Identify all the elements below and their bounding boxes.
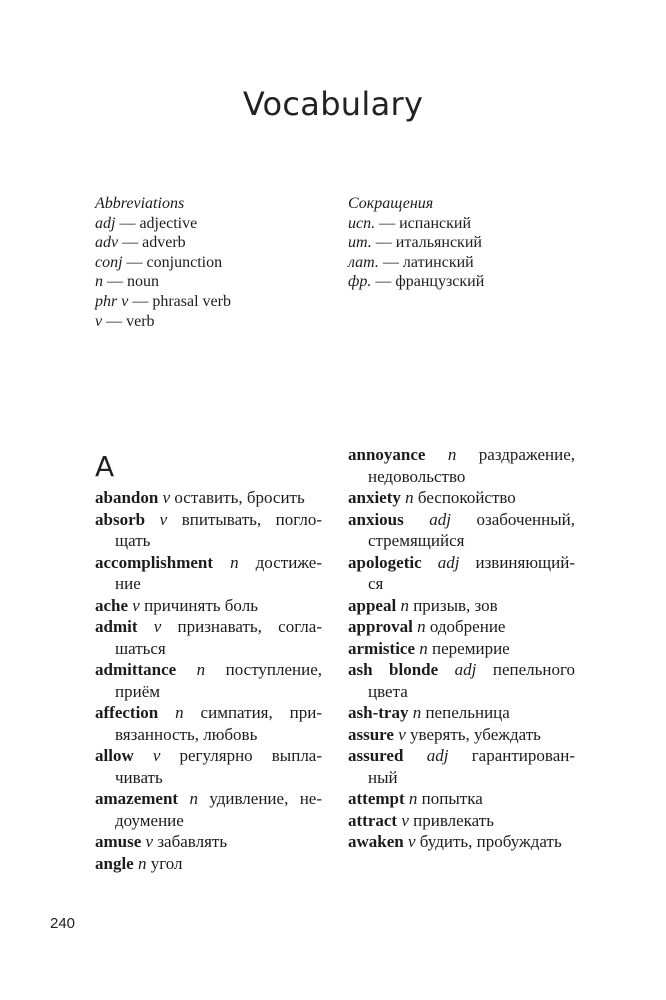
vocabulary-column-right — [348, 444, 575, 853]
abbreviation-item — [95, 214, 325, 234]
entry-line — [348, 724, 575, 746]
entry-line — [348, 573, 575, 595]
headword: affection — [95, 703, 159, 722]
definition-text: недовольство — [368, 466, 466, 486]
headword: allow — [95, 746, 134, 765]
entry-line — [95, 530, 322, 552]
definition-text: оставить, бросить — [174, 488, 305, 507]
part-of-speech: adj — [429, 509, 451, 529]
abbreviation: ит. — [348, 234, 372, 252]
entry-line — [348, 530, 575, 552]
entry-line — [348, 745, 575, 767]
entry-line — [95, 659, 322, 681]
part-of-speech: v — [132, 595, 140, 615]
entry-line — [348, 767, 575, 789]
vocab-entry — [95, 745, 322, 788]
part-of-speech: v — [162, 488, 171, 507]
vocab-entry — [348, 509, 575, 552]
headword: awaken — [348, 832, 404, 851]
definition-text: раздражение, — [478, 445, 575, 464]
abbreviation-meaning: noun — [127, 273, 159, 291]
abbreviation: фр. — [348, 273, 372, 291]
abbreviation-item — [348, 233, 578, 253]
entry-line — [348, 810, 575, 832]
headword: admittance — [95, 660, 177, 679]
definition-text: перемирие — [432, 638, 510, 658]
definition-text: призыв, зов — [413, 595, 498, 615]
definition-text: будить, пробуждать — [419, 832, 562, 851]
vocab-entry — [348, 487, 575, 509]
entry-line — [348, 659, 575, 681]
part-of-speech: n — [196, 660, 206, 679]
abbreviation-separator: — — [106, 312, 123, 330]
definition-text: забавлять — [157, 832, 228, 851]
abbreviation: adv — [95, 234, 119, 252]
definition-text: щать — [115, 531, 151, 550]
abbreviation-separator: — — [119, 214, 136, 232]
definition-text: регулярно выпла- — [179, 746, 323, 765]
entry-line — [95, 681, 322, 703]
headword: ash-tray — [348, 703, 409, 722]
definition-text: пепельница — [425, 703, 510, 722]
abbreviation-meaning: испанский — [399, 214, 471, 232]
entry-line — [348, 444, 575, 466]
part-of-speech: adj — [426, 746, 449, 765]
part-of-speech: n — [175, 703, 184, 722]
entry-line — [348, 595, 575, 617]
definition-text: доумение — [115, 810, 184, 830]
definition-text: ный — [368, 767, 398, 787]
abbreviations-heading: Abbreviations — [95, 195, 185, 212]
part-of-speech: v — [153, 617, 162, 636]
definition-text: пепельного — [492, 660, 576, 679]
definition-text: беспокойство — [417, 488, 516, 507]
headword: attract — [348, 810, 398, 830]
part-of-speech: adj — [454, 660, 477, 679]
part-of-speech: n — [419, 638, 428, 658]
entry-line — [95, 767, 322, 789]
vocab-entry — [95, 487, 322, 509]
entry-line — [348, 466, 575, 488]
headword: ash blonde — [348, 660, 439, 679]
vocab-entry — [348, 444, 575, 487]
definition-text: гарантирован- — [471, 746, 575, 765]
abbreviation-separator: — — [379, 214, 396, 232]
entry-line — [348, 638, 575, 660]
entry-line — [95, 595, 322, 617]
headword: armistice — [348, 638, 416, 658]
headword: assure — [348, 724, 394, 744]
headword: apologetic — [348, 552, 422, 572]
abbreviation: conj — [95, 253, 123, 271]
abbreviation-item — [348, 272, 578, 292]
entry-line — [95, 810, 322, 832]
part-of-speech: v — [159, 509, 168, 529]
abbreviation-item — [348, 214, 578, 234]
vocab-entry — [95, 788, 322, 831]
abbreviations-heading-ru: Сокращения — [348, 195, 434, 212]
vocab-entry — [95, 595, 322, 617]
definition-text: удивление, не- — [209, 789, 323, 808]
abbreviation-meaning: adverb — [142, 234, 186, 252]
vocab-entry — [348, 616, 575, 638]
vocab-entry — [95, 853, 322, 875]
abbreviation-meaning: verb — [126, 312, 155, 330]
entry-line — [95, 573, 322, 595]
abbreviation-meaning: phrasal verb — [152, 292, 231, 310]
abbreviation-separator: — — [122, 234, 139, 252]
definition-text: вязанность, любовь — [115, 724, 258, 744]
headword: approval — [348, 617, 413, 636]
entry-line — [95, 831, 322, 853]
vocab-entry — [348, 788, 575, 810]
definition-text: одобрение — [429, 617, 506, 636]
vocab-entry — [348, 638, 575, 660]
entry-line — [348, 831, 575, 853]
headword: ache — [95, 595, 129, 615]
entry-line — [348, 788, 575, 810]
vocab-entry — [95, 509, 322, 552]
vocab-entry — [348, 552, 575, 595]
headword: anxious — [348, 509, 404, 529]
abbreviation-separator: — — [375, 273, 392, 291]
vocab-entry — [348, 745, 575, 788]
abbreviation-item — [95, 272, 325, 292]
abbreviation-separator: — — [382, 253, 399, 271]
entry-line — [95, 487, 322, 509]
headword: appeal — [348, 595, 397, 615]
abbreviation-separator: — — [375, 234, 392, 252]
part-of-speech: v — [152, 746, 161, 765]
definition-text: попытка — [421, 789, 483, 808]
entry-line — [95, 509, 322, 531]
headword: anxiety — [348, 488, 401, 507]
entry-line — [95, 788, 322, 810]
definition-text: ся — [368, 574, 384, 593]
abbreviation-separator: — — [132, 292, 149, 310]
russian-abbreviations — [348, 194, 578, 292]
abbreviations-list — [95, 214, 325, 332]
entry-line — [348, 702, 575, 724]
entry-line — [95, 552, 322, 574]
vocab-entry — [348, 595, 575, 617]
vocab-entry — [95, 616, 322, 659]
headword: absorb — [95, 509, 146, 529]
abbreviation: adj — [95, 214, 116, 232]
abbreviation: исп. — [348, 214, 376, 232]
entry-line — [95, 724, 322, 746]
part-of-speech: n — [412, 703, 422, 722]
headword: annoyance — [348, 445, 426, 464]
entry-line — [95, 702, 322, 724]
abbreviation-meaning: латинский — [402, 253, 474, 271]
abbreviation-separator: — — [107, 273, 123, 291]
part-of-speech: v — [401, 810, 409, 830]
definition-text: достиже- — [255, 552, 323, 572]
entry-line — [95, 745, 322, 767]
abbreviations-list-ru — [348, 214, 578, 292]
definition-text: впитывать, погло- — [181, 509, 323, 529]
headword: abandon — [95, 488, 159, 507]
definition-text: поступление, — [225, 660, 323, 679]
definition-text: симпатия, при- — [200, 703, 322, 722]
part-of-speech: n — [189, 789, 198, 808]
definition-text: шаться — [115, 638, 166, 658]
abbreviation-item — [95, 253, 325, 273]
definition-text: привлекать — [413, 810, 494, 830]
abbreviation-meaning: adjective — [139, 214, 198, 232]
headword: amazement — [95, 789, 179, 808]
headword: admit — [95, 617, 138, 636]
page-number: 240 — [50, 915, 76, 932]
page-title: Vocabulary — [242, 85, 424, 123]
part-of-speech: n — [400, 595, 409, 615]
headword: angle — [95, 853, 134, 873]
abbreviation-item — [348, 253, 578, 273]
definition-text: угол — [150, 853, 183, 873]
definition-text: приём — [115, 681, 160, 701]
definition-text: уверять, убеждать — [410, 724, 541, 744]
part-of-speech: n — [417, 617, 426, 636]
vocab-entry — [348, 810, 575, 832]
vocab-entry — [348, 831, 575, 853]
entry-line — [95, 616, 322, 638]
part-of-speech: v — [407, 832, 416, 851]
part-of-speech: n — [408, 789, 418, 808]
abbreviation-meaning: французский — [395, 273, 485, 291]
headword: accomplishment — [95, 552, 214, 572]
abbreviation-meaning: итальянский — [395, 234, 482, 252]
vocab-entry — [95, 831, 322, 853]
part-of-speech: n — [230, 552, 239, 572]
abbreviation: phr v — [95, 292, 129, 310]
definition-text: озабоченный, — [476, 509, 576, 529]
abbreviation-meaning: conjunction — [146, 253, 223, 271]
vocab-entry — [348, 724, 575, 746]
entry-line — [348, 487, 575, 509]
abbreviation-item — [95, 233, 325, 253]
definition-text: извиняющий- — [475, 552, 575, 572]
entry-line — [348, 681, 575, 703]
definition-text: стремящийся — [368, 531, 465, 550]
part-of-speech: v — [145, 832, 154, 851]
definition-text: признавать, согла- — [177, 617, 322, 636]
abbreviation-separator: — — [126, 253, 143, 271]
definition-text: причинять боль — [144, 595, 258, 615]
headword: assured — [348, 746, 404, 765]
english-abbreviations — [95, 194, 325, 331]
abbreviation-item — [95, 292, 325, 312]
vocab-entry — [348, 659, 575, 702]
vocab-entry — [348, 702, 575, 724]
part-of-speech: v — [398, 724, 406, 744]
entry-line — [95, 853, 322, 875]
abbreviation: v — [95, 312, 103, 330]
definition-text: чивать — [115, 767, 163, 787]
part-of-speech: n — [405, 488, 414, 507]
definition-text: ние — [115, 574, 141, 593]
abbreviation: n — [95, 273, 103, 291]
abbreviation: лат. — [348, 253, 379, 271]
part-of-speech: n — [447, 445, 457, 464]
part-of-speech: adj — [437, 552, 460, 572]
vocabulary-column-left — [95, 487, 322, 874]
vocab-entry — [95, 702, 322, 745]
entry-line — [95, 638, 322, 660]
abbreviation-item — [95, 312, 325, 332]
entry-line — [348, 509, 575, 531]
vocab-entry — [95, 659, 322, 702]
definition-text: цвета — [368, 681, 408, 701]
vocab-entry — [95, 552, 322, 595]
section-letter: A — [95, 450, 115, 483]
entry-line — [348, 616, 575, 638]
part-of-speech: n — [137, 853, 147, 873]
headword: amuse — [95, 832, 142, 851]
entry-line — [348, 552, 575, 574]
headword: attempt — [348, 789, 405, 808]
